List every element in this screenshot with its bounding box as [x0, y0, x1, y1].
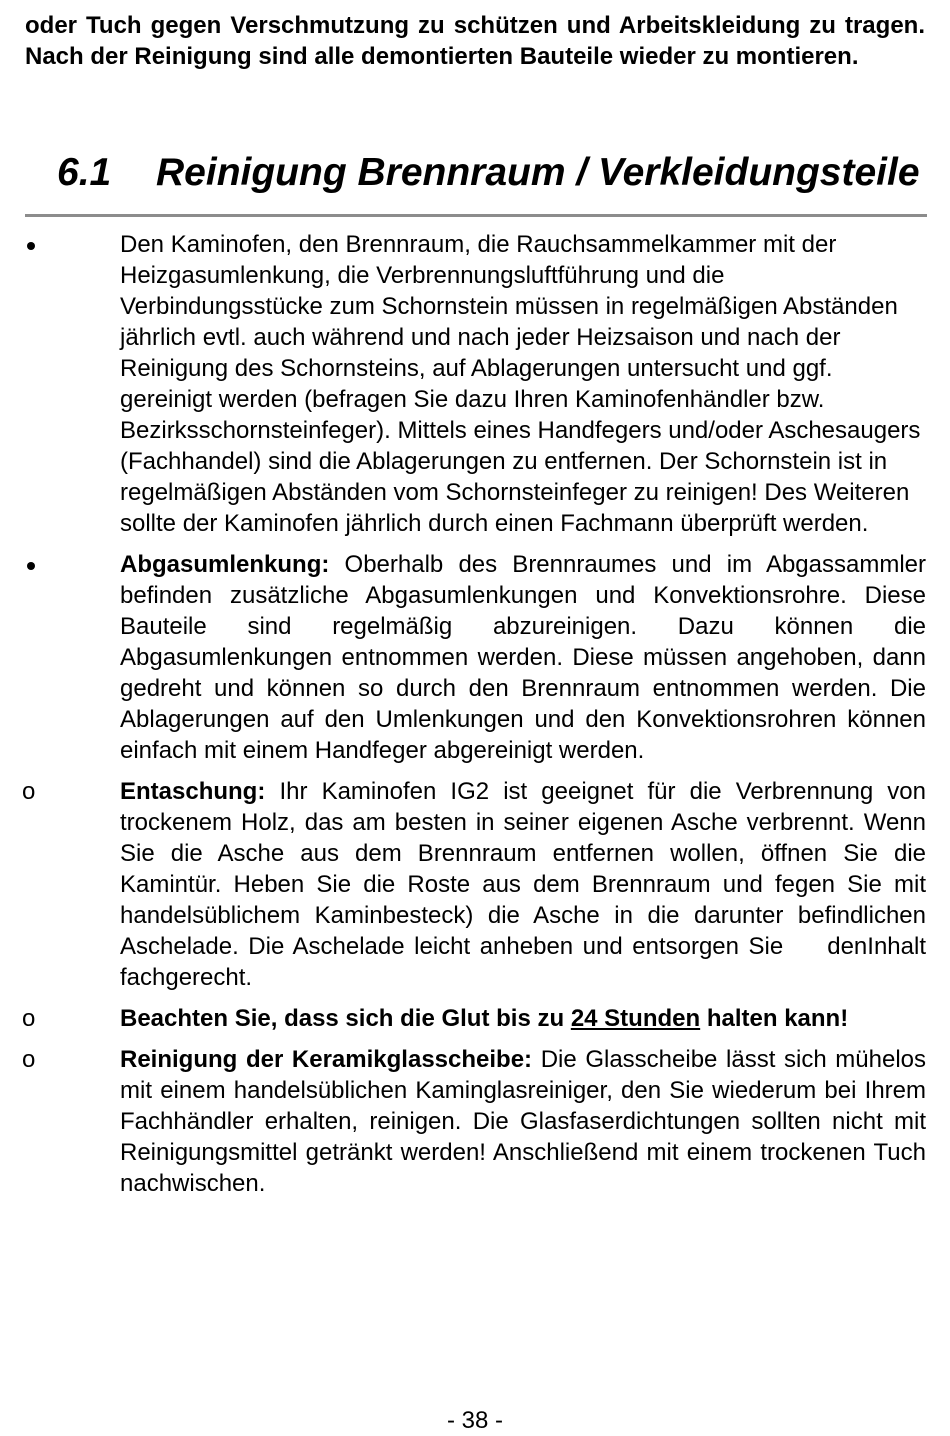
warning-text: Beachten Sie, dass sich die Glut bis zu — [120, 1005, 565, 1032]
list-item-text: Oberhalb des Brennraumes und im Abgassammler befinden zusätzliche Abgasumlenkungen und Konvektionsrohre. Diese Bauteile sind regelmäßig abzureinigen. Dazu können die Abgasumlenkungen entnommen werden. Diese müssen angehoben, dann gedreht und können so durch den Brennraum entnommen werden. Die Ablagerungen auf den Umlenkungen und den Konvektionsrohren können einfach mit einem Handfeger abgereinigt werden. — [120, 551, 927, 764]
bullet-dot-icon — [27, 242, 35, 250]
cleaning-instructions-list — [0, 229, 950, 1209]
intro-paragraph: oder Tuch gegen Verschmutzung zu schützen und Arbeitskleidung zu tragen. Nach der Reinigung sind alle demontierten Bauteile wieder zu montieren. — [25, 12, 925, 70]
section-number: 6.1 — [57, 151, 112, 194]
list-item — [0, 229, 950, 539]
page-number: - 38 - — [446, 1407, 503, 1434]
list-item-label: Abgasumlenkung: — [120, 551, 330, 578]
list-item — [0, 1003, 950, 1034]
list-item-body — [120, 1003, 926, 1034]
list-item-text: Ihr Kaminofen IG2 ist geeignet für die Verbrennung von trockenem Holz, das am besten in seiner eigenen Asche verbrennt. Wenn Sie die Asche aus dem Brennraum entfernen wollen, öffnen Sie die Kamintür. Heben Sie die Roste aus dem Brennraum und fegen Sie mit handelsüblichem Kaminbesteck) die Asche in die darunter befindlichen Aschelade. Die Aschelade leicht anheben und entsorgen Sie — [120, 778, 926, 960]
list-item-body — [120, 776, 926, 993]
section-heading — [57, 148, 927, 198]
list-item-body — [120, 1044, 926, 1199]
section-title: Reinigung Brennraum / Verkleidungsteile — [156, 151, 920, 194]
list-item-body — [120, 549, 926, 766]
list-item — [0, 776, 950, 993]
list-item — [0, 1044, 950, 1199]
list-item-label: Reinigung der Keramikglasscheibe: — [120, 1046, 533, 1073]
warning-emphasis: 24 Stunden — [570, 1005, 701, 1032]
bullet-marker: o — [22, 1005, 36, 1032]
list-item — [0, 549, 950, 766]
bullet-marker: o — [22, 778, 36, 805]
list-item-text: Die Glasscheibe lässt sich mühelos mit einem handelsüblichen Kaminglasreiniger, den Sie wiederum bei Ihrem Fachhändler erhalten, reinigen. Die Glasfaserdichtungen sollten nicht mit Reinigungsmittel getränkt werden! Anschließend mit einem trockenen Tuch nachwischen. — [120, 1046, 927, 1197]
bullet-dot-icon — [27, 562, 35, 570]
bullet-marker: o — [22, 1046, 36, 1073]
list-item-label: Entaschung: — [120, 778, 266, 805]
heading-divider — [25, 214, 927, 217]
list-item-text: Den Kaminofen, den Brennraum, die Rauchsammelkammer mit der Heizgasumlenkung, die Verbrennungsluftführung und die Verbindungsstücke zum Schornstein müssen in regelmäßigen Abständen jährlich evtl. auch während und nach jeder Heizsaison und nach der Reinigung des Schornsteins, auf Ablagerungen untersucht und ggf. gereinigt werden (befragen Sie dazu Ihren Kaminofenhändler bzw. Bezirksschornsteinfeger). Mittels eines Handfegers und/oder Aschesaugers (Fachhandel) sind die Ablagerungen zu entfernen. Der Schornstein ist in regelmäßigen Abständen vom Schornsteinfeger zu reinigen! Des Weiteren sollte der Kaminofen jährlich durch einen Fachmann überprüft werden. — [120, 231, 921, 537]
warning-text-end: halten kann! — [706, 1005, 849, 1032]
list-item-text-end: denInhalt fachgerecht. — [120, 933, 926, 991]
